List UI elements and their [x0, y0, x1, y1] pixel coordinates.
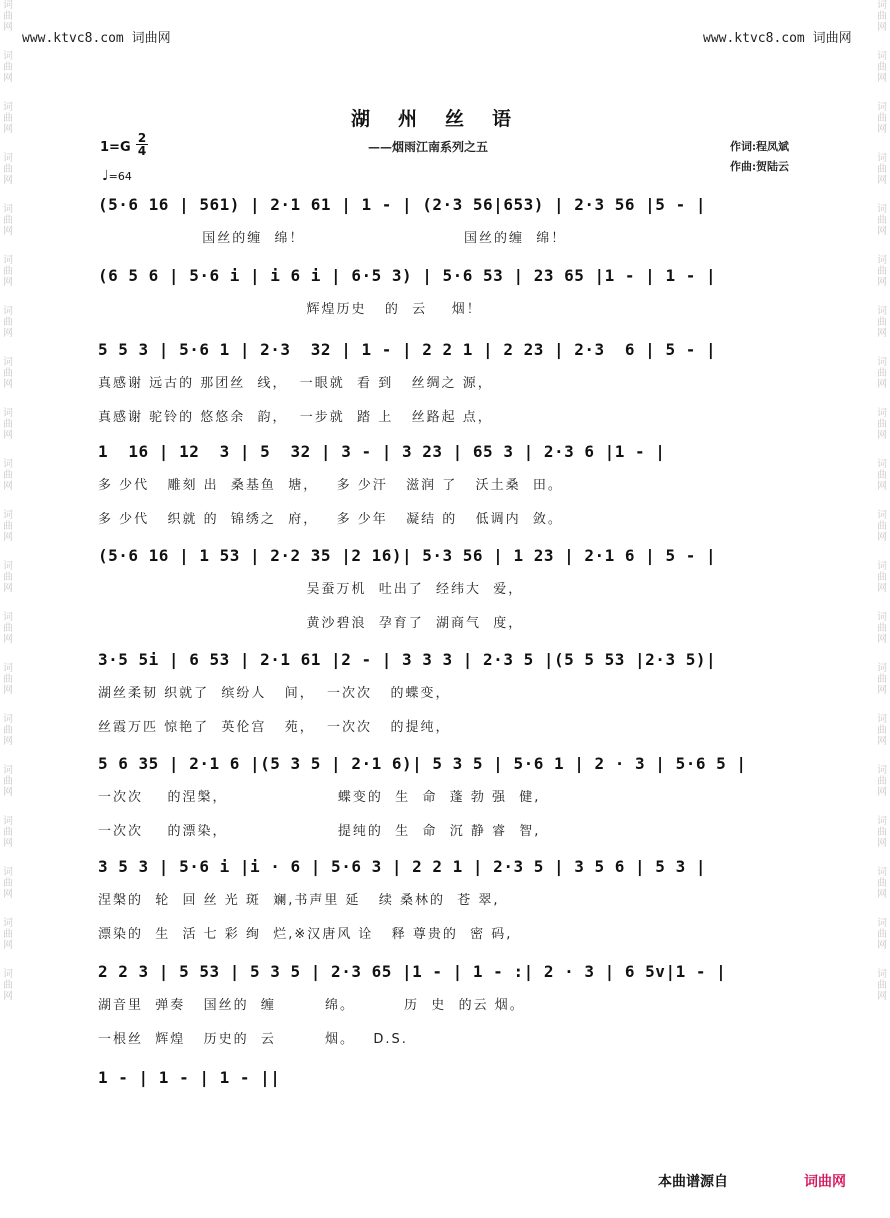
lyric-line: 真感谢 驼铃的 悠悠余 韵， 一步就 踏 上 丝路起 点， [98, 410, 493, 425]
notation-line: (5·6 16 | 561) | 2·1 61 | 1 - | (2·3 56|653) | 2·3 56 |5 - | [98, 195, 706, 214]
lyric-line: 漂染的 生 活 七 彩 绚 烂,※汉唐风 诠 释 尊贵的 密 码, [98, 927, 513, 942]
lyric-line: 一根丝 辉煌 历史的 云 烟。 D.S. [98, 1032, 408, 1047]
notation-line: 1 16 | 12 3 | 5 32 | 3 - | 3 23 | 65 3 | 2·3 6 |1 - | [98, 442, 666, 461]
tempo-value: =64 [108, 170, 132, 183]
lyric-line: 黄沙碧浪 孕育了 湖商气 度， [98, 616, 524, 631]
notation-line: 1 - | 1 - | 1 - || [98, 1068, 281, 1087]
time-signature-bottom: 4 [137, 144, 147, 158]
right-watermark-strip: 词曲网 词曲网 词曲网 词曲网 词曲网 词曲网 词曲网 词曲网 词曲网 词曲网 词曲网 词曲网 词曲网 词曲网 词曲网 词曲网 词曲网 词曲网 词曲网 词曲网 [877, 0, 887, 1002]
lyric-line: 国丝的缠 绵！ 国丝的缠 绵！ [98, 231, 567, 246]
site-url-left: www.ktvc8.com 词曲网 [22, 31, 171, 46]
notation-line: 2 2 3 | 5 53 | 5 3 5 | 2·3 65 |1 - | 1 - :| 2 · 3 | 6 5v|1 - | [98, 962, 727, 981]
song-subtitle: ——烟雨江南系列之五 [368, 140, 489, 154]
quarter-note-icon: ♩ [102, 168, 109, 184]
footer-logo: 词曲网 [804, 1174, 846, 1190]
notation-line: 5 6 35 | 2·1 6 |(5 3 5 | 2·1 6)| 5 3 5 | 5·6 1 | 2 · 3 | 5·6 5 | [98, 754, 747, 773]
lyric-line: 一次次 的涅槃， 蝶变的 生 命 蓬 勃 强 健, [98, 790, 541, 805]
composer-credit: 作曲:贺陆云 [730, 160, 790, 173]
lyric-line: 一次次 的漂染， 提纯的 生 命 沉 静 睿 智, [98, 824, 541, 839]
side-watermark: 词曲网 [3, 0, 13, 33]
lyric-line: 多 少代 织就 的 锦绣之 府， 多 少年 凝结 的 低调内 敛。 [98, 512, 563, 527]
lyric-line: 湖音里 弹奏 国丝的 缠 绵。 历 史 的云 烟。 [98, 998, 525, 1013]
notation-line: (6 5 6 | 5·6 i | i 6 i | 6·5 3) | 5·6 53 | 23 65 |1 - | 1 - | [98, 266, 717, 285]
notation-line: 3·5 5i | 6 53 | 2·1 61 |2 - | 3 3 3 | 2·3 5 |(5 5 53 |2·3 5)| [98, 650, 717, 669]
notation-line: 5 5 3 | 5·6 1 | 2·3 32 | 1 - | 2 2 1 | 2 23 | 2·3 6 | 5 - | [98, 340, 717, 359]
lyric-line: 湖丝柔韧 织就了 缤纷人 间， 一次次 的蝶变， [98, 686, 451, 701]
tempo-marking [102, 168, 132, 184]
lyric-line: 涅槃的 轮 回 丝 光 斑 斓,书声里 延 续 桑林的 苍 翠, [98, 893, 500, 908]
lyric-line: 真感谢 远古的 那团丝 线， 一眼就 看 到 丝绸之 源， [98, 376, 493, 391]
lyric-line: 辉煌历史 的 云 烟！ [98, 302, 482, 317]
lyric-line: 丝霞万匹 惊艳了 英伦宫 苑， 一次次 的提纯， [98, 720, 451, 735]
left-watermark-strip: 词曲网 词曲网 词曲网 词曲网 词曲网 词曲网 词曲网 词曲网 词曲网 词曲网 词曲网 词曲网 词曲网 词曲网 词曲网 词曲网 词曲网 词曲网 词曲网 词曲网 [3, 0, 13, 1002]
time-signature [136, 132, 148, 157]
time-signature-top: 2 [137, 131, 147, 145]
site-url-right: www.ktvc8.com 词曲网 [703, 31, 852, 46]
notation-line: 3 5 3 | 5·6 i |i · 6 | 5·6 3 | 2 2 1 | 2·3 5 | 3 5 6 | 5 3 | [98, 857, 706, 876]
lyric-line: 吴蚕万机 吐出了 经纬大 爱， [98, 582, 524, 597]
lyricist-credit: 作词:程凤斌 [730, 140, 790, 153]
lyric-line: 多 少代 雕刻 出 桑基鱼 塘， 多 少汗 滋润 了 沃土桑 田。 [98, 478, 563, 493]
footer-source: 本曲谱源自 [658, 1174, 728, 1190]
notation-line: (5·6 16 | 1 53 | 2·2 35 |2 16)| 5·3 56 | 1 23 | 2·1 6 | 5 - | [98, 546, 717, 565]
key-signature: 1=G [100, 140, 131, 155]
song-title: 湖州丝语 [350, 108, 539, 130]
